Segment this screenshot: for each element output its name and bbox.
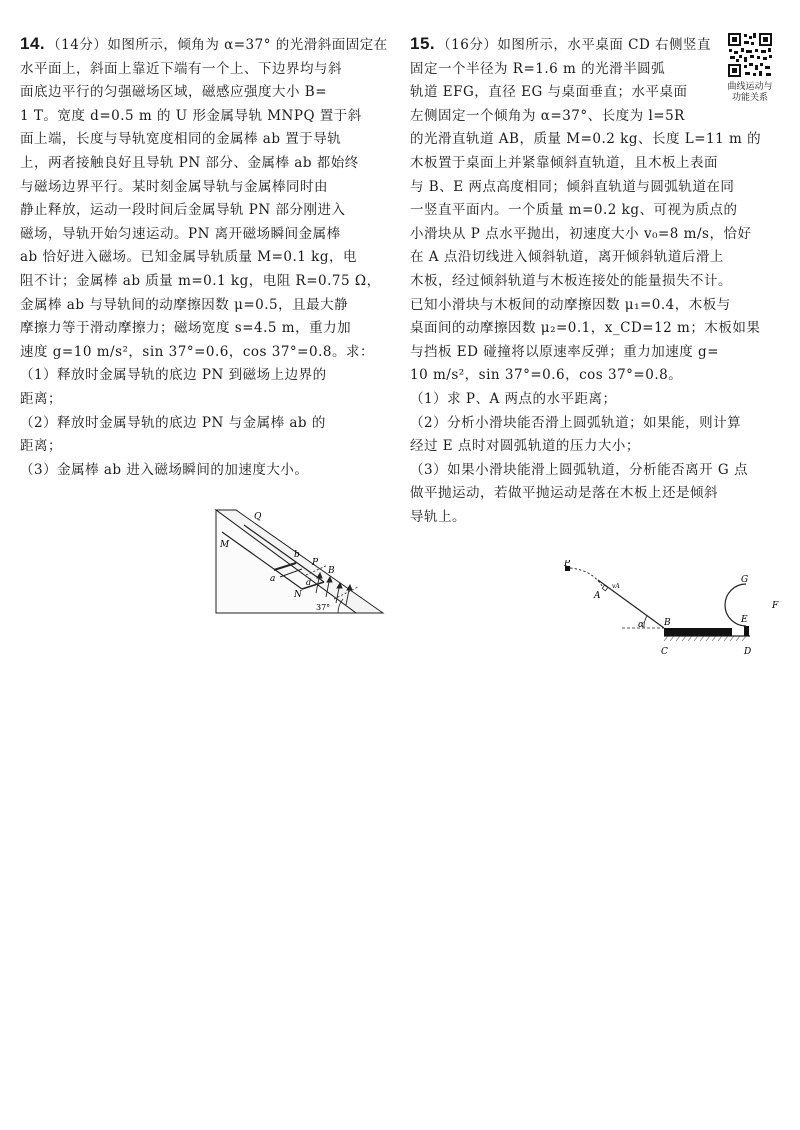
q15-label-F: F [772,601,779,611]
question-15 [410,32,780,657]
q15-body [410,32,780,529]
q15-sub3: （3）如果小滑块能滑上圆弧轨道，分析能否离开 G 点 [410,461,748,478]
q14-line-7: 与磁场边界平行。某时刻金属导轨与金属棒同时由 [20,178,328,195]
q14-label-angle: 37° [316,603,331,612]
q14-label-a: a [270,574,276,584]
q15-label-P: P [564,560,571,569]
q15-sub1: （1）求 P、A 两点的水平距离； [410,390,617,407]
q15-sub3-cont2: 导轨上。 [410,508,466,525]
qr-code[interactable] [720,32,780,104]
q15-line-5: 的光滑直轨道 AB，质量 M=0.2 kg、长度 L=11 m 的 [410,131,762,148]
q14-line-13: 摩擦力等于滑动摩擦力；磁场宽度 s=4.5 m，重力加 [20,320,352,337]
q15-line-14: 与挡板 ED 碰撞将以原速率反弹；重力加速度 g= [410,343,720,360]
q14-line-10: ab 恰好进入磁场。已知金属导轨质量 M=0.1 kg，电 [20,249,357,266]
q14-line-11: 阻不计；金属棒 ab 质量 m=0.1 kg，电阻 R=0.75 Ω， [20,272,381,289]
q15-sub2: （2）分析小滑块能否滑上圆弧轨道；如果能，则计算 [410,414,742,431]
qr-caption-2: 功能关系 [731,93,768,103]
q15-label-B: B [664,618,671,628]
q15-line-7: 与 B、E 两点高度相同；倾斜直轨道与圆弧轨道在同 [410,178,735,195]
q14-incline-figure [198,507,398,632]
q14-label-b: b [294,550,300,560]
q15-line-11: 木板，经过倾斜轨道与木板连接处的能量损失不计。 [410,272,732,289]
q14-line-12: 金属棒 ab 与导轨间的动摩擦因数 μ=0.5，且最大静 [20,296,349,313]
q15-label-A: A [594,591,601,601]
q15-label-E: E [741,615,748,625]
q15-label-alpha: α [638,620,645,630]
q15-label-D: D [744,647,752,657]
q15-line-1: （16分）如图所示，水平桌面 CD 右侧竖直 [437,37,712,53]
q14-line-1: （14分）如图所示，倾角为 α=37° 的光滑斜面固定在 [47,37,388,53]
q15-line-13: 桌面间的动摩擦因数 μ₂=0.1，x_CD=12 m；木板如果 [410,320,761,337]
q14-line-8: 静止释放，运动一段时间后金属导轨 PN 部分刚进入 [20,202,346,219]
q15-line-8: 一竖直平面内。一个质量 m=0.2 kg、可视为质点的 [410,202,738,219]
q14-line-14: 速度 g=10 m/s²，sin 37°=0.6，cos 37°=0.8。求： [20,343,374,360]
q15-number: 15. [410,34,436,53]
q14-line-9: 磁场，导轨开始匀速运动。PN 离开磁场瞬间金属棒 [20,225,341,242]
q15-label-C: C [661,647,668,657]
q14-label-N: N [294,590,302,600]
q14-label-M: M [220,540,230,550]
q15-line-9: 小滑块从 P 点水平抛出，初速度大小 v₀=8 m/s，恰好 [410,225,752,242]
q15-track-figure [560,560,790,660]
q15-line-2: 固定一个半径为 R=1.6 m 的光滑半圆弧 [410,60,666,77]
q14-sub1-cont: 距离； [20,390,62,407]
q15-sub3-cont1: 做平抛运动，若做平抛运动是落在木板上还是倾斜 [410,485,718,502]
q15-line-4: 左侧固定一个倾角为 α=37°、长度为 l=5R [410,107,685,124]
q14-line-4: 1 T。宽度 d=0.5 m 的 U 形金属导轨 MNPQ 置于斜 [20,107,362,124]
q15-line-6: 木板置于桌面上并紧靠倾斜直轨道，且木板上表面 [410,154,718,171]
qr-caption-1: 曲线运动与 [727,82,773,92]
q15-line-10: 在 A 点沿切线进入倾斜轨道，离开倾斜轨道后滑上 [410,249,724,266]
q15-line-12: 已知小滑块与木板间的动摩擦因数 μ₁=0.4，木板与 [410,296,731,313]
q14-label-P: P [312,558,319,568]
q14-sub1: （1）释放时金属导轨的底边 PN 到磁场上边界的 [20,367,327,384]
q14-line-5: 面上端，长度与导轨宽度相同的金属棒 ab 置于导轨 [20,131,342,148]
question-14 [20,32,392,612]
q15-label-vA: vA [612,583,620,590]
q14-body [20,32,392,482]
q14-line-6: 上，两者接触良好且导轨 PN 部分、金属棒 ab 都始终 [20,154,359,171]
q14-sub3: （3）金属棒 ab 进入磁场瞬间的加速度大小。 [20,461,309,478]
q14-label-d: d [306,578,312,587]
qr-code-icon [727,32,773,78]
q14-label-B: B [328,566,335,576]
q14-line-3: 面底边平行的匀强磁场区域，磁感应强度大小 B= [20,84,328,101]
q15-sub2-cont: 经过 E 点时对圆弧轨道的压力大小； [410,438,640,455]
q14-sub2-cont: 距离； [20,438,62,455]
q14-sub2: （2）释放时金属导轨的底边 PN 与金属棒 ab 的 [20,414,326,431]
q14-line-2: 水平面上，斜面上靠近下端有一个上、下边界均与斜 [20,60,342,77]
q14-number: 14. [20,34,46,53]
q15-line-3: 轨道 EFG，直径 EG 与桌面垂直；水平桌面 [410,84,688,101]
q14-label-Q: Q [254,512,262,522]
q15-line-15: 10 m/s²，sin 37°=0.6，cos 37°=0.8。 [410,367,683,384]
q15-label-G: G [741,575,749,585]
